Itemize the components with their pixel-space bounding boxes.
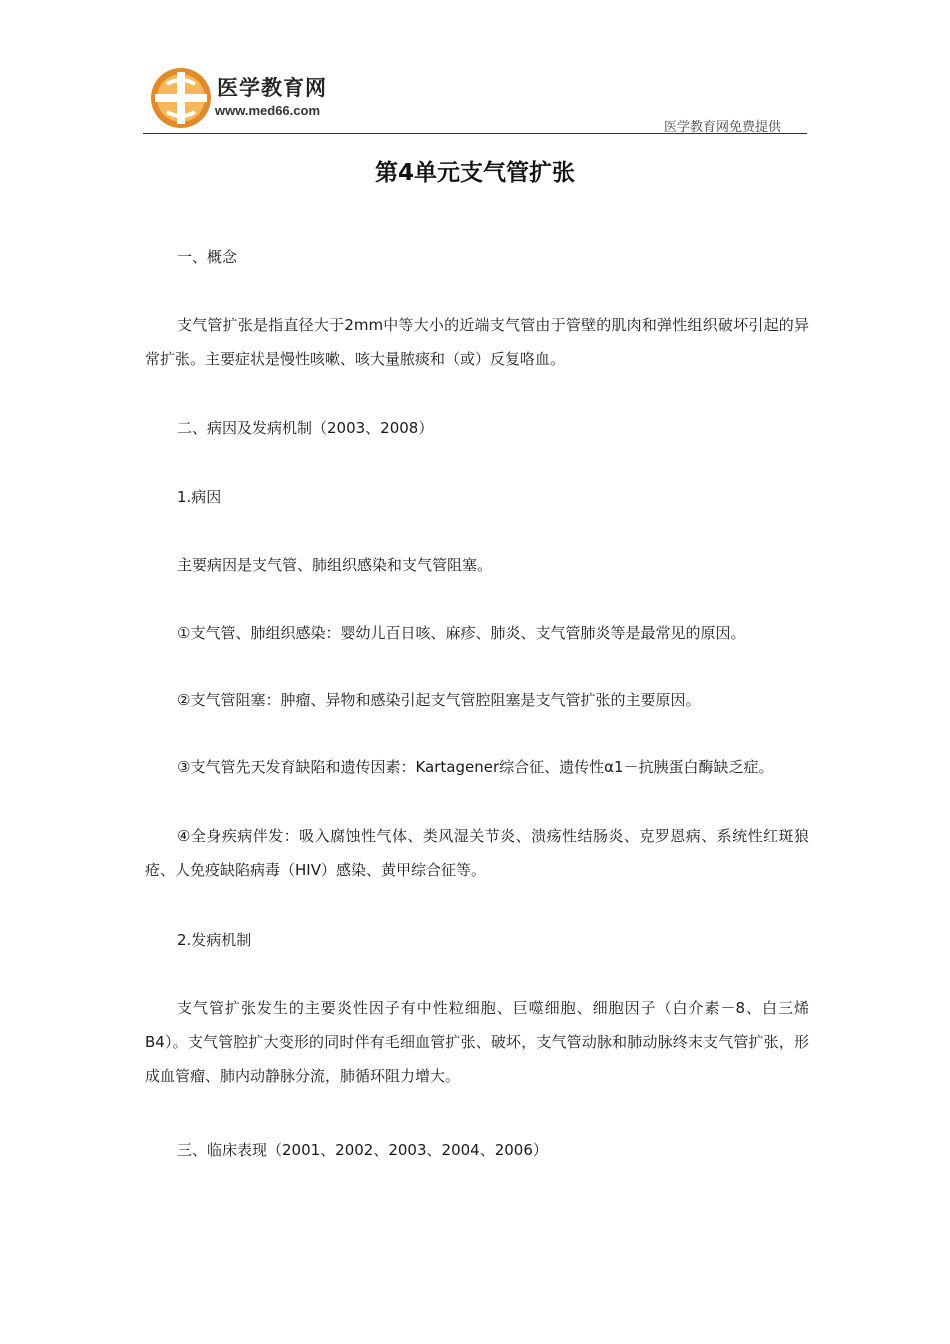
list-item-obstruction: ②支气管阻塞：肿瘤、异物和感染引起支气管腔阻塞是支气管扩张的主要原因。 <box>177 691 701 709</box>
subheading-pathogenesis: 2.发病机制 <box>177 931 252 949</box>
logo-title: 医学教育网 <box>217 76 327 100</box>
paragraph-definition: 支气管扩张是指直径大于2mm中等大小的近端支气管由于管壁的肌肉和弹性组织破坏引起的异常扩张。主要症状是慢性咳嗽、咳大量脓痰和（或）反复咯血。 <box>145 316 809 368</box>
list-item-infection: ①支气管、肺组织感染：婴幼儿百日咳、麻疹、肺炎、支气管肺炎等是最常见的原因。 <box>177 624 746 642</box>
list-item-systemic: ④全身疾病伴发：吸入腐蚀性气体、类风湿关节炎、溃疡性结肠炎、克罗恩病、系统性红斑狼疮、人免疫缺陷病毒（HIV）感染、黄甲综合征等。 <box>145 827 809 879</box>
subheading-cause: 1.病因 <box>177 488 222 506</box>
page-header <box>143 64 807 134</box>
med66-logo-icon <box>149 66 213 130</box>
header-divider <box>143 133 807 134</box>
provider-text: 医学教育网免费提供 <box>663 120 781 135</box>
document-title: 第4单元支气管扩张 <box>374 160 575 186</box>
list-item-congenital: ③支气管先天发育缺陷和遗传因素：Kartagener综合征、遗传性α1－抗胰蛋白酶缺乏症。 <box>177 758 774 776</box>
paragraph-main-cause: 主要病因是支气管、肺组织感染和支气管阻塞。 <box>177 556 493 574</box>
section-heading-clinical: 三、临床表现（2001、2002、2003、2004、2006） <box>177 1141 548 1159</box>
paragraph-pathogenesis: 支气管扩张发生的主要炎性因子有中性粒细胞、巨噬细胞、细胞因子（白介素－8、白三烯B4）。支气管腔扩大变形的同时伴有毛细血管扩张、破坏，支气管动脉和肺动脉终末支气管扩张，形成血管瘤、肺内动静脉分流，肺循环阻力增大。 <box>145 999 809 1085</box>
section-heading-etiology: 二、病因及发病机制（2003、2008） <box>177 419 434 437</box>
logo-url: www.med66.com <box>215 103 320 118</box>
section-heading-concept: 一、概念 <box>177 248 238 266</box>
